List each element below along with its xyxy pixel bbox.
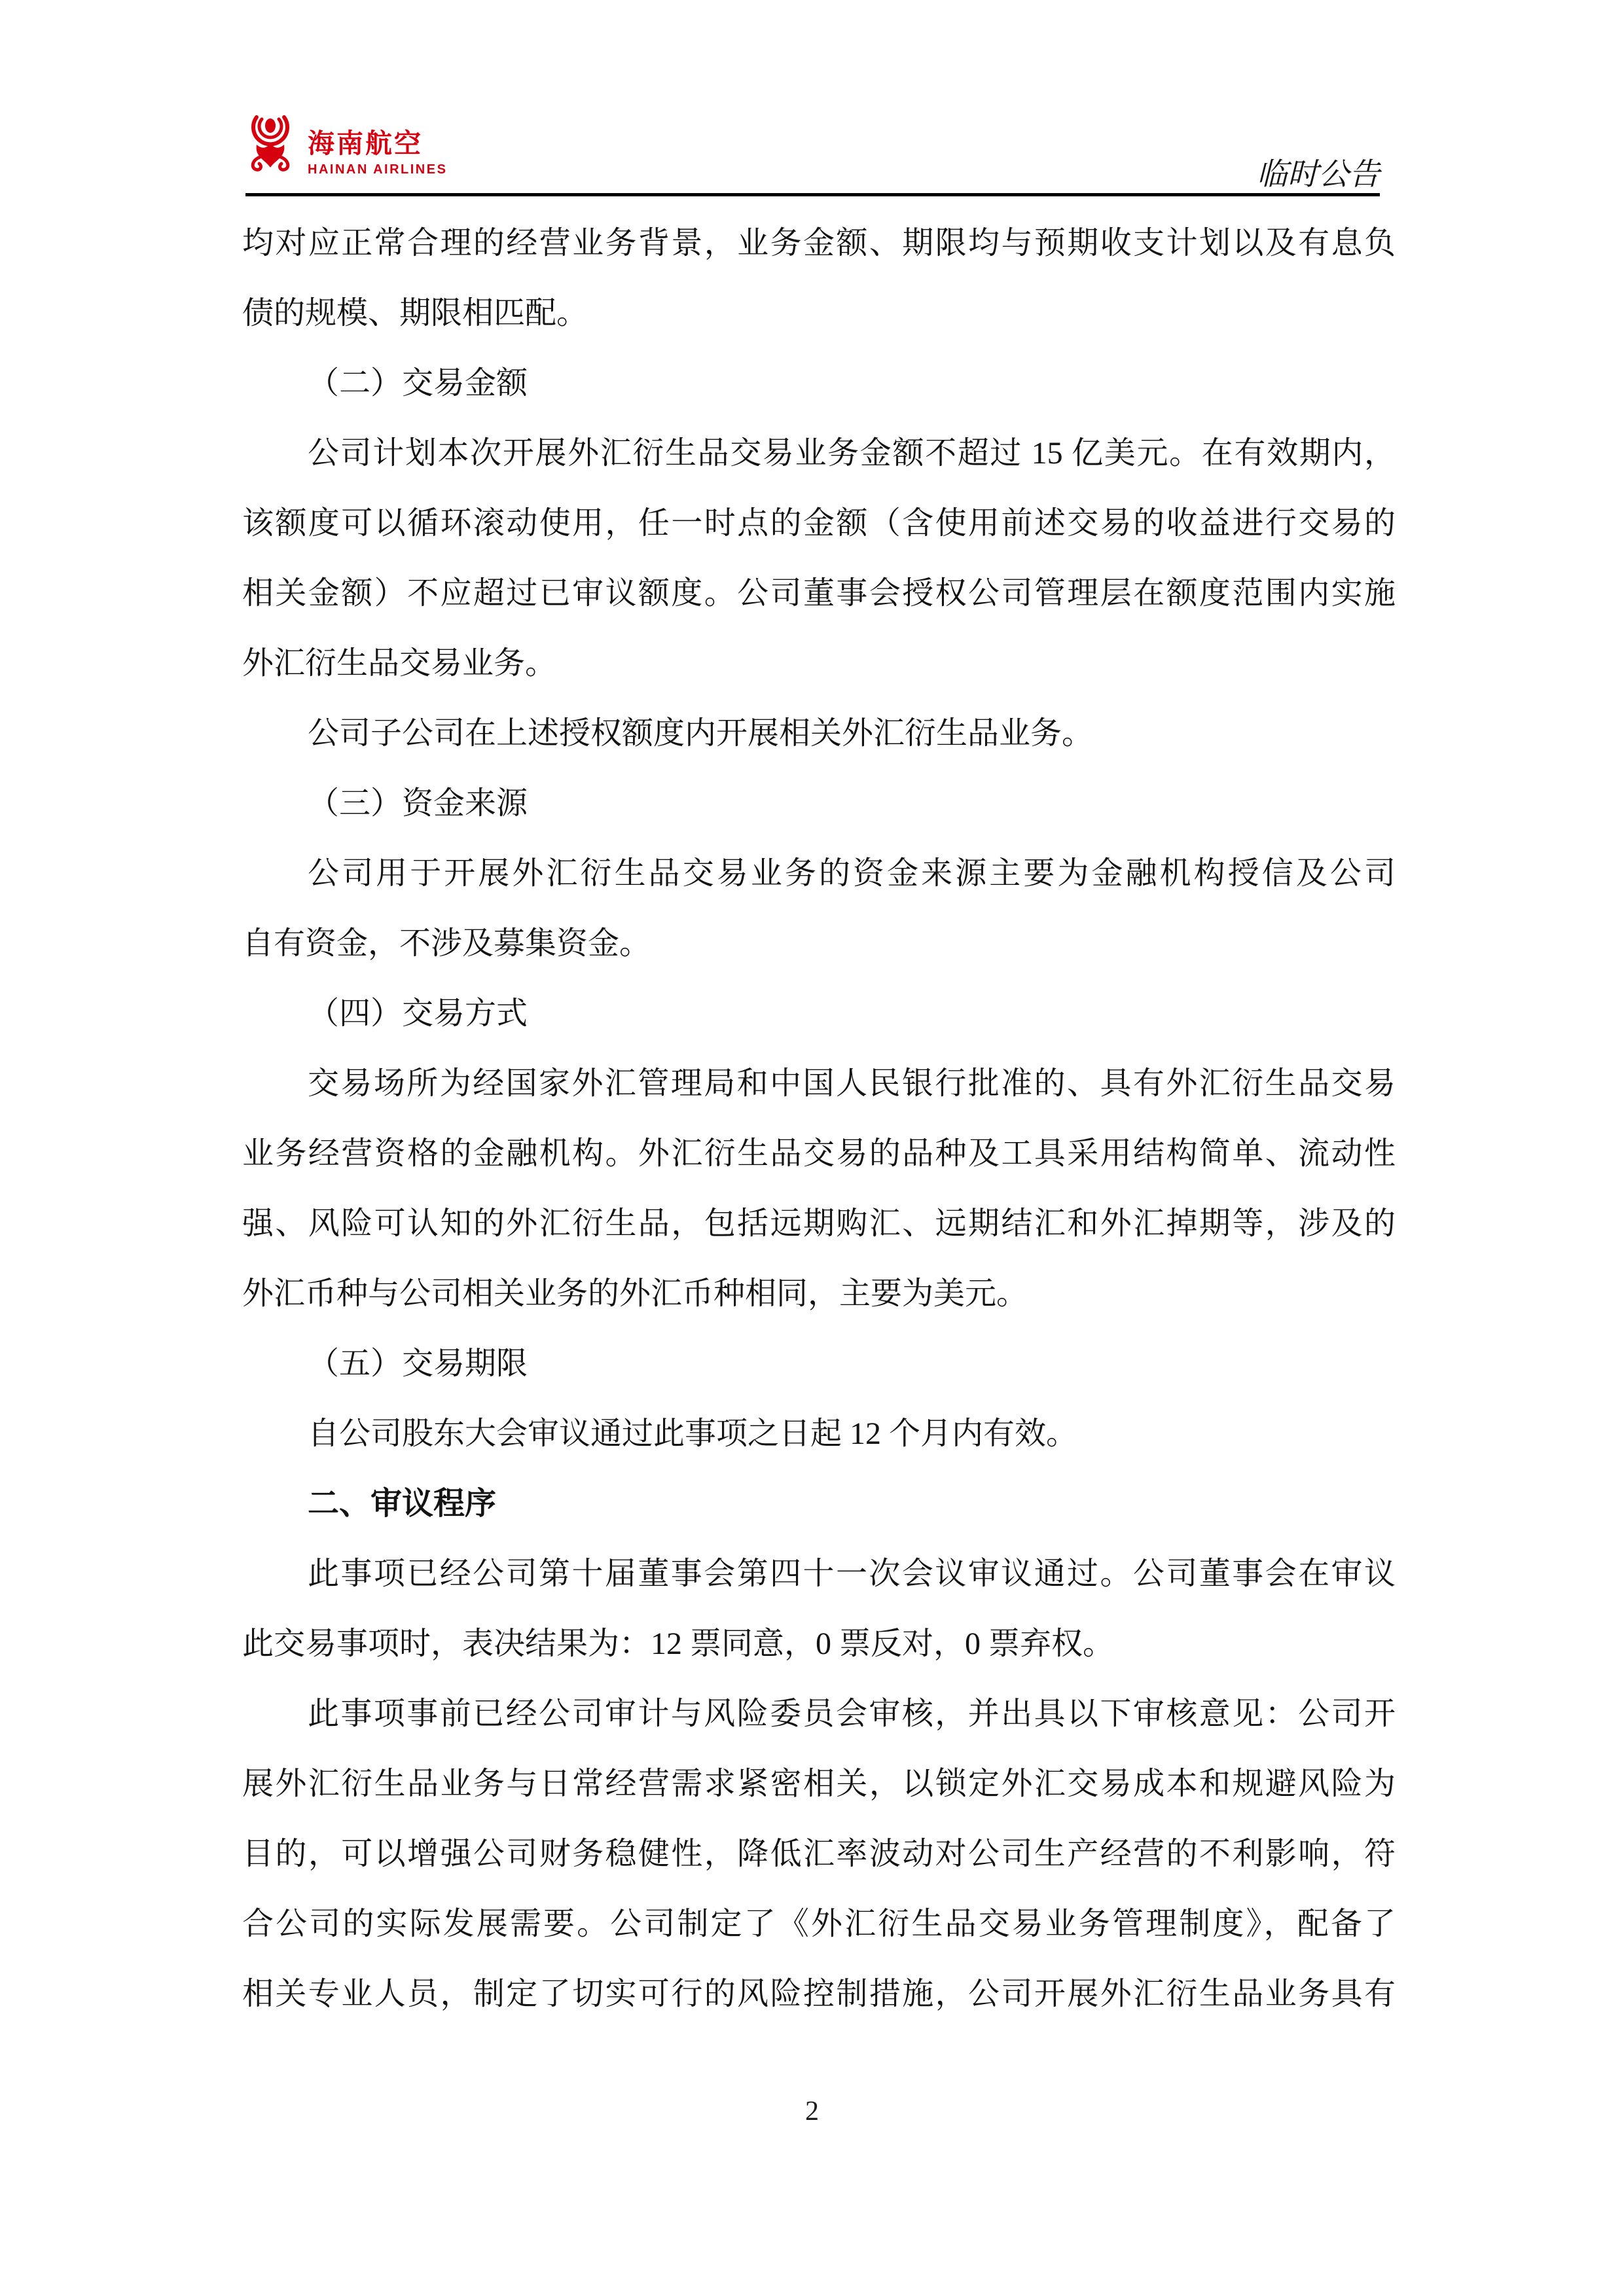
- body-text-line: 外汇衍生品交易业务。: [242, 646, 557, 681]
- logo-cn-name: 海南航空: [308, 128, 423, 158]
- body-text-line: 强、风险可认知的外汇衍生品，包括远期购汇、远期结汇和外汇掉期等，涉及的: [242, 1206, 1396, 1241]
- body-text-line: 该额度可以循环滚动使用，任一时点的金额（含使用前述交易的收益进行交易的: [242, 506, 1396, 541]
- body-text-line: 业务经营资格的金融机构。外汇衍生品交易的品种及工具采用结构简单、流动性: [242, 1136, 1396, 1171]
- hainan-airlines-logo: [246, 111, 447, 176]
- doc-type-label: 临时公告: [1257, 158, 1380, 192]
- logo-en-name: HAINAN AIRLINES: [308, 162, 448, 177]
- body-text-line: 此交易事项时，表决结果为：12 票同意，0 票反对，0 票弃权。: [242, 1626, 1115, 1661]
- body-text-line: （三）资金来源: [308, 786, 528, 821]
- body-text-line: 此事项已经公司第十届董事会第四十一次会议审议通过。公司董事会在审议: [308, 1556, 1396, 1591]
- body-text-line: 合公司的实际发展需要。公司制定了《外汇衍生品交易业务管理制度》，配备了: [242, 1907, 1396, 1941]
- body-text-line: 交易场所为经国家外汇管理局和中国人民银行批准的、具有外汇衍生品交易: [308, 1066, 1396, 1101]
- body-text-line: 相关专业人员，制定了切实可行的风险控制措施，公司开展外汇衍生品业务具有: [242, 1977, 1396, 2011]
- body-text-line: 此事项事前已经公司审计与风险委员会审核，并出具以下审核意见：公司开: [308, 1696, 1396, 1731]
- header-rule: [245, 193, 1380, 196]
- body-text-line: 相关金额）不应超过已审议额度。公司董事会授权公司管理层在额度范围内实施: [242, 576, 1396, 611]
- section-heading-line: 二、审议程序: [308, 1486, 497, 1521]
- page-number: 2: [805, 2096, 819, 2126]
- body-text-line: 公司子公司在上述授权额度内开展相关外汇衍生品业务。: [308, 716, 1094, 751]
- logo-text: [308, 111, 447, 176]
- hainan-airlines-emblem-icon: [246, 111, 295, 173]
- body-text-line: 自公司股东大会审议通过此事项之日起 12 个月内有效。: [308, 1416, 1078, 1451]
- body-text-line: 自有资金，不涉及募集资金。: [242, 926, 651, 961]
- body-text-line: （四）交易方式: [308, 996, 528, 1031]
- document-body: [242, 208, 1396, 2029]
- body-text-line: 公司计划本次开展外汇衍生品交易业务金额不超过 15 亿美元。在有效期内，: [308, 436, 1396, 471]
- body-text-line: 目的，可以增强公司财务稳健性，降低汇率波动对公司生产经营的不利影响，符: [242, 1837, 1396, 1871]
- body-text-line: 债的规模、期限相匹配。: [242, 296, 588, 331]
- body-text-line: （五）交易期限: [308, 1346, 528, 1381]
- body-text-line: 均对应正常合理的经营业务背景，业务金额、期限均与预期收支计划以及有息负: [242, 226, 1396, 260]
- body-text-line: （二）交易金额: [308, 366, 528, 401]
- body-text-line: 公司用于开展外汇衍生品交易业务的资金来源主要为金融机构授信及公司: [308, 856, 1396, 891]
- body-text-line: 外汇币种与公司相关业务的外汇币种相同，主要为美元。: [242, 1276, 1028, 1311]
- body-text-line: 展外汇衍生品业务与日常经营需求紧密相关，以锁定外汇交易成本和规避风险为: [242, 1767, 1396, 1801]
